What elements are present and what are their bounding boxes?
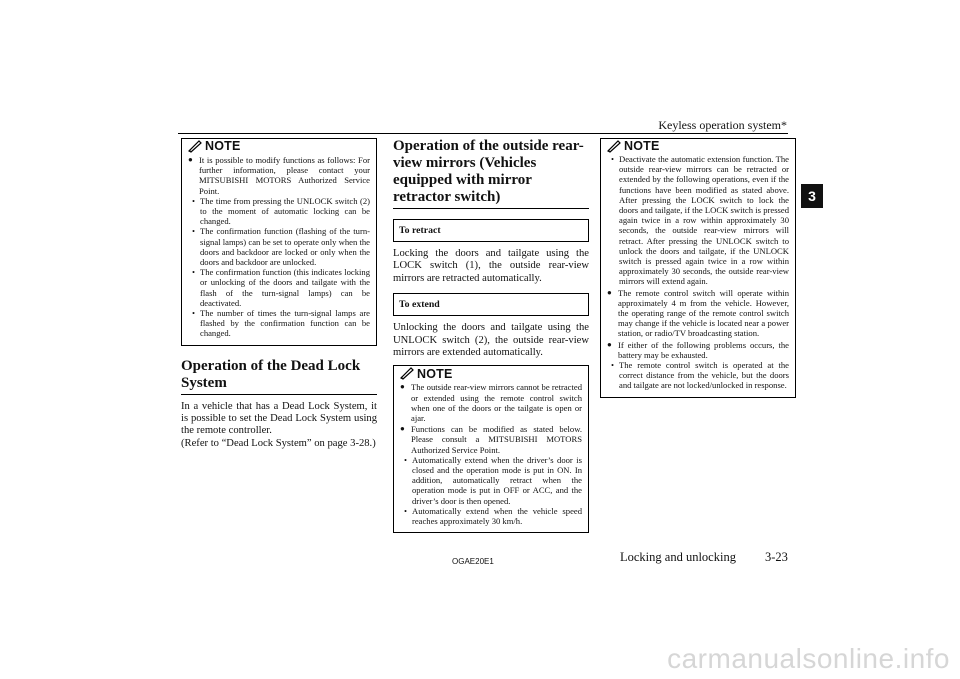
header-title: Keyless operation system* (658, 118, 787, 132)
note-subitem: • Automatically extend when the driver’s door is closed and the operation mode is put in ON. In addition, automatically retract when the operation mode is put in OFF or ACC, and the driver’s door is then opened. (400, 455, 582, 506)
column-3 (600, 138, 796, 398)
note-box (181, 138, 377, 346)
subheading-extend: To extend (393, 293, 589, 316)
note-subitem: • The remote control switch is operated at the correct distance from the vehicle, but the doors and tailgate are not locked/unlocked in response. (607, 360, 789, 391)
note-bullet: ● The remote control switch will operate within approximately 4 m from the vehicle. However, the operating range of the remote control switch may change if the vehicle is located near a power station, or radio/TV broadcasting station. (607, 288, 789, 339)
note-subitem: • The number of times the turn-signal lamps are flashed by the confirmation function can be changed. (188, 308, 370, 339)
note-header (188, 139, 370, 154)
footer-section-title: Locking and unlocking (620, 550, 736, 564)
page-number: 3-23 (765, 550, 788, 564)
body-paragraph-extend: Unlocking the doors and tailgate using the UNLOCK switch (2), the outside rear-view mirrors are extended automatically. (393, 322, 589, 359)
note-bullet: ● The outside rear-view mirrors cannot be retracted or extended using the remote control switch when one of the doors or the tailgate is open or ajar. (400, 382, 582, 423)
chapter-tab: 3 (801, 184, 823, 208)
note-pencil-icon (188, 140, 203, 153)
note-bullet: ● Functions can be modified as stated below. Please consult a MITSUBISHI MOTORS Authorized Service Point. (400, 424, 582, 455)
column-1 (181, 138, 377, 450)
note-pencil-icon (400, 367, 415, 380)
body-paragraph: In a vehicle that has a Dead Lock System, it is possible to set the Dead Lock System using the remote controller. (181, 400, 377, 437)
note-subitem: • The confirmation function (this indicates locking or unlocking of the doors and tailgate with the flash of the turn-signal lamps) can be deactivated. (188, 267, 370, 308)
note-bullet: ● It is possible to modify functions as follows: For further information, please contact your MITSUBISHI MOTORS Authorized Service Point. (188, 155, 370, 196)
section-title-mirrors: Operation of the outside rear-view mirrors (Vehicles equipped with mirror retractor switch) (393, 138, 589, 209)
note-subitem: • Deactivate the automatic extension function. The outside rear-view mirrors can be retracted or extended by the following operations, even if the functions have been modified as stated above. After pressing the LOCK switch to lock the doors and tailgate, if the LOCK switch is pressed again twice in a row within approximately 30 seconds, the outside rear-view mirrors will retract. After pressing the UNLOCK switch to unlock the doors and tailgate, if the UNLOCK switch is pressed again twice in a row within approximately 30 seconds, the outside rear-view mirrors will extend again. (607, 154, 789, 287)
column-2 (393, 138, 589, 533)
note-header (400, 366, 582, 381)
header-rule (178, 133, 788, 134)
section-title-dead-lock: Operation of the Dead Lock System (181, 358, 377, 395)
note-label: NOTE (417, 366, 453, 381)
note-subitem: • The time from pressing the UNLOCK switch (2) to the moment of automatic locking can be changed. (188, 196, 370, 227)
body-paragraph-reference: (Refer to “Dead Lock System” on page 3-28.) (181, 437, 376, 449)
note-box (600, 138, 796, 398)
body-paragraph-retract: Locking the doors and tailgate using the LOCK switch (1), the outside rear-view mirrors are retracted automatically. (393, 248, 589, 284)
note-bullet: ● If either of the following problems occurs, the battery may be exhausted. (607, 340, 789, 360)
note-label: NOTE (205, 139, 241, 154)
note-label: NOTE (624, 139, 660, 154)
document-code: OGAE20E1 (452, 557, 494, 566)
note-box (393, 365, 589, 533)
note-header (607, 139, 789, 154)
note-subitem: • Automatically extend when the vehicle speed reaches approximately 30 km/h. (400, 506, 582, 526)
watermark: carmanualsonline.info (667, 643, 950, 674)
note-subitem: • The confirmation function (flashing of the turn-signal lamps) can be set to operate only when the doors and backdoor are locked or only when the doors and backdoor are unlocked. (188, 226, 370, 267)
subheading-retract: To retract (393, 219, 589, 242)
note-pencil-icon (607, 140, 622, 153)
